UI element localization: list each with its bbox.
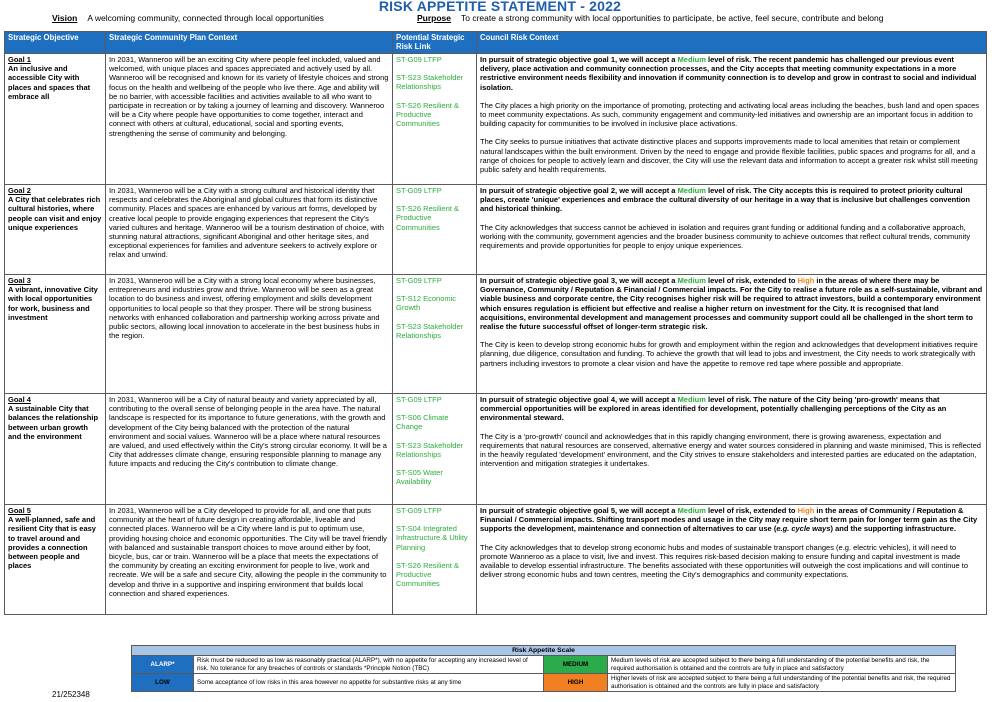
header-council-risk-context: Council Risk Context <box>477 32 987 54</box>
goal-objective: A well-planned, safe and resilient City that is easy to travel around and provides a connection between people and places <box>8 515 96 571</box>
context-cell: In 2031, Wanneroo will be a City of natural beauty and variety appreciated by all, contributing to the overall sense of belonging people in the area have. The natural landscape is respected for its importance to future generations, with the growth and development of the City being balanced with the protection of the natural environment and social values. Wanneroo will be a place where natural resources are valued, and used effectively within the City's strong circular economy. It will be a City that addresses climate change, ensuring responsible planning to manage any future impacts and reducing the City's contribution to climate change. <box>106 394 393 505</box>
purpose-text: To create a strong community with local opportunities to participate, be active, feel secure, contribute and belong <box>461 13 884 23</box>
risk-link-item: ST-S23 Stakeholder Relationships <box>396 321 464 340</box>
risk-link-item: ST-G09 LTFP <box>396 395 442 404</box>
document-reference: 21/252348 <box>52 690 90 699</box>
risk-appetite-scale <box>131 645 956 692</box>
council-risk-cell <box>477 185 987 275</box>
medium-level: Medium <box>677 276 706 285</box>
high-level: High <box>797 276 815 285</box>
vision-text: A welcoming community, connected through local opportunities <box>87 13 324 23</box>
table-header-row <box>5 32 987 54</box>
low-description: Some acceptance of low risks in this area however no appetite for substantive risks at any time <box>194 674 544 692</box>
objective-cell <box>5 394 106 505</box>
goal-number: Goal 4 <box>8 395 31 404</box>
purpose-label: Purpose <box>417 13 452 23</box>
risk-link-cell <box>393 394 477 505</box>
medium-level: Medium <box>677 395 706 404</box>
header-risk-link: Potential Strategic Risk Link <box>393 32 477 54</box>
purpose-line <box>417 13 883 23</box>
header-community-plan-context: Strategic Community Plan Context <box>106 32 393 54</box>
risk-link-item: ST-S05 Water Availability <box>396 468 443 487</box>
scale-row <box>132 656 956 674</box>
council-risk-cell <box>477 275 987 394</box>
goal-number: Goal 2 <box>8 186 31 195</box>
risk-link-item: ST-S04 Integrated Infrastructure & Utility Planning <box>396 524 468 552</box>
risk-statement: In pursuit of strategic objective goal 5, we will accept a Medium level of risk, extended to High in the areas of Community / Reputation & Financial / Commercial impacts. Shifting transport modes and usage in the City may require short term pain for longer term gain as the City supports the development, maintenance and connection of alternatives to car use (e.g. cycle ways) and the supporting infrastructure. <box>480 506 978 534</box>
risk-statement: In pursuit of strategic objective goal 2, we will accept a Medium level of risk. The City accepts this is required to protect priority cultural places, create 'unique' experiences and embrace the cultural diversity of our heritage in a way that is inclusive but challenges convention and historical thinking. <box>480 186 970 214</box>
table-row <box>5 275 987 394</box>
high-description: Higher levels of risk are accepted subject to there being a full understanding of the potential benefits and risk, the required authorisation is obtained and the controls are fully in place and satisfactory <box>608 674 956 692</box>
scale-title: Risk Appetite Scale <box>132 646 956 656</box>
risk-paragraph: The City seeks to pursue initiatives that activate distinctive places and supports improvements made to local amenities that retain or complement natural landscapes within the built environment. Driven by the need to engage and provide flexible facilities, public spaces and programs for all, and a range of choices for people to actively learn and discover, the City will use the relevant data and information to accept a greater risk whilst still meeting public safety and health requirements. <box>480 137 978 175</box>
risk-link-item: ST-S26 Resilient & Productive Communities <box>396 100 459 129</box>
risk-paragraph: The City is a 'pro-growth' council and acknowledges that in this rapidly changing environment, there is growing awareness, expectation and requirements that natural resources are conserved, alternative energy and water sources considered in planning and waste minimised, This is reflected in the heavily regulated 'development' environment, and the City strives to ensure stakeholders and interested parties are educated on the adaptation, intervention and mitigation strategies it undertakes. <box>480 431 981 469</box>
risk-link-item: ST-G09 LTFP <box>396 55 442 64</box>
risk-link-item: ST-S12 Economic Growth <box>396 294 457 313</box>
risk-link-cell <box>393 54 477 185</box>
objective-cell <box>5 275 106 394</box>
risk-statement: In pursuit of strategic objective goal 4, we will accept a Medium level of risk. The nature of the City being 'pro-growth' means that commercial opportunities will be explored in areas identified for development, potentially challenging perceptions of the City as an environmental steward. <box>480 395 947 423</box>
objective-cell <box>5 185 106 275</box>
medium-description: Medium levels of risk are accepted subject to there being a full understanding of the potential benefits and risk, the required authorisation is obtained and the controls are fully in place and satisfactory <box>608 656 956 674</box>
goal-objective: A sustainable City that balances the relationship between urban growth and the environment <box>8 404 99 441</box>
council-risk-cell <box>477 505 987 615</box>
scale-header-row <box>132 646 956 656</box>
high-label: HIGH <box>544 674 608 692</box>
council-risk-cell <box>477 394 987 505</box>
medium-level: Medium <box>677 55 706 64</box>
context-cell: In 2031, Wanneroo will be a City with a strong local economy where businesses, entrepreneurs and industries grow and thrive. Wanneroo will be seen as a great location to do business and invest, offering employment and skills development opportunities to local people so that they prosper. There will be strong business networks with enhanced collaboration and partnership working across private and public sectors, allowing local innovation to accelerate in the best business hubs in the region. <box>106 275 393 394</box>
medium-label: MEDIUM <box>544 656 608 674</box>
goal-objective: A vibrant, innovative City with local opportunities for work, business and investment <box>8 285 98 322</box>
low-label: LOW <box>132 674 194 692</box>
header-strategic-objective: Strategic Objective <box>5 32 106 54</box>
context-cell: In 2031, Wanneroo will be a City developed to provide for all, and one that puts community at the heart of future design in creating affordable, liveable and connected places. Wanneroo will be a City where land is put to optimum use, providing housing choice and economic opportunities. The City will be travel friendly with balanced and sustainable transport choices to move around either by foot, bicycle, bus, car or train. Wanneroo will be a place that meets the expectations of the community by creating an exciting environment for people to live, work and recreate. We will be a safe and secure City, allowing the people in the community to develop and thrive in a supportive and inspiring environment that builds local connection and shared experiences. <box>106 505 393 615</box>
medium-level: Medium <box>677 506 706 515</box>
risk-paragraph: The City is keen to develop strong economic hubs for growth and employment within the region and acknowledges that development initiatives require planning, due diligence, consultation and funding. To achieve the growth that will lead to jobs and investment, the City needs to work strategically with partners including investors to promote a clear vision and have the appetite to remove red tape where possible and appropriate. <box>480 340 978 368</box>
risk-link-item: ST-S23 Stakeholder Relationships <box>396 73 464 92</box>
risk-paragraph: The City places a high priority on the importance of promoting, protecting and activating local areas including the beaches, bush land and open spaces to meet community expectations. As such, community engagement and community-led initiatives and ownership are an important focus in addition to building capacity for communities to be involved in inclusive place activations. <box>480 100 980 129</box>
risk-link-item: ST-G09 LTFP <box>396 276 442 285</box>
page-title: RISK APPETITE STATEMENT - 2022 <box>378 0 622 14</box>
goal-objective: An inclusive and accessible City with places and spaces that embrace all <box>8 64 91 101</box>
high-level: High <box>797 506 815 515</box>
risk-link-item: ST-S26 Resilient & Productive Communities <box>396 560 459 589</box>
risk-statement: In pursuit of strategic objective goal 3, we will accept a Medium level of risk, extended to High in the areas of where there may be Governance, Community / Reputation & Financial / Commercial impacts. For the City to realise a future role as a self-sustainable, vibrant and viable business and corporate centre, the City recognises higher risk will be required to attract investors, build a contemporary environment which ensures regulation is efficient but effective and realise a higher return on investment for the City. It is recognised that land acquisitions, environmental development and management processes and community support could all be challenged in the short term to realise the future successful offset of longer-term strategic risk. <box>480 276 983 332</box>
objective-cell <box>5 505 106 615</box>
table-row <box>5 394 987 505</box>
context-cell: In 2031, Wanneroo will be an exciting City where people feel included, valued and welcomed, with unique places and spaces appreciated and actively used by all. Wanneroo will be recognised and known for its variety of lifestyle choices and strong focus on the health and wellbeing of the people who live there. Age and ability will be no barrier, with accessible facilities and activities available to all who want to participate in recreation or by taking a journey of learning and discovery. Wanneroo will be a City where people have opportunities to come together, interact and connect with others at cultural, educational, social and sporting events, strengthening the sense of community and belonging. <box>106 54 393 185</box>
vision-line <box>52 13 324 23</box>
goal-objective: A City that celebrates rich cultural histories, where people can visit and enjoy unique experiences <box>8 195 102 232</box>
goal-number: Goal 1 <box>8 55 31 64</box>
goal-number: Goal 3 <box>8 276 31 285</box>
goal-number: Goal 5 <box>8 506 31 515</box>
risk-link-item: ST-G09 LTFP <box>396 186 442 195</box>
alarp-description: Risk must be reduced to as low as reasonably practical (ALARP*), with no appetite for accepting any increased level of risk. No tolerance for any breaches of controls or standards *Principle Notion (TBC) <box>194 656 544 674</box>
council-risk-cell <box>477 54 987 185</box>
risk-statement: In pursuit of strategic objective goal 1, we will accept a Medium level of risk. The recent pandemic has challenged our previous event delivery, place activation and community connection processes, and the City accepts that meeting community expectations in a more restrictive environment needs flexibility and innovation if community connection is to develop and grow in contrast to social and individual isolation. <box>480 55 977 92</box>
risk-appetite-table <box>4 31 987 615</box>
objective-cell <box>5 54 106 185</box>
risk-link-item: ST-G09 LTFP <box>396 506 442 515</box>
risk-link-item: ST-S26 Resilient & Productive Communities <box>396 204 459 232</box>
scale-row <box>132 674 956 692</box>
risk-link-cell <box>393 505 477 615</box>
risk-link-cell <box>393 185 477 275</box>
risk-link-cell <box>393 275 477 394</box>
table-row <box>5 185 987 275</box>
vision-label: Vision <box>52 13 78 23</box>
context-cell: In 2031, Wanneroo will be a City with a strong cultural and historical identity that respects and celebrates the Aboriginal and global cultures that form its distinctive community. Places and spaces are enhanced by various art forms, developed by creative local people to provide engaging experiences that represent the City's varied cultures and heritage. Wanneroo will be a tourism destination of choice, with stunning natural attractions, significant Aboriginal and other heritage sites, and exceptional experiences for families and adventure seekers to actively explore or relax and unwind. <box>106 185 393 275</box>
table-row <box>5 54 987 185</box>
medium-level: Medium <box>677 186 706 195</box>
risk-paragraph: The City acknowledges that success cannot be achieved in isolation and requires grant funding or additional funding and a collaborative approach, working with the community, government agencies and the broader business community to achieve outcomes that reflect cultural trends, community requirements and provide opportunities for people to enjoy unique experiences. <box>480 222 971 251</box>
table-row <box>5 505 987 615</box>
risk-link-item: ST-S23 Stakeholder Relationships <box>396 440 464 459</box>
risk-paragraph: The City acknowledges that to develop strong economic hubs and modes of sustainable transport changes (e.g. electric vehicles), it will need to promote Wanneroo as a place to visit, live and invest. This requires risk-based decision making to ensure funding and capital investment is made available to develop essential infrastructure. The benefits associated with these opportunities will outweigh the cost implications and will continue to deliver strong economic hubs and town centres, meeting the City's demographics and community expectations. <box>480 542 969 580</box>
risk-link-item: ST-S06 Climate Change <box>396 413 449 432</box>
alarp-label: ALARP* <box>132 656 194 674</box>
